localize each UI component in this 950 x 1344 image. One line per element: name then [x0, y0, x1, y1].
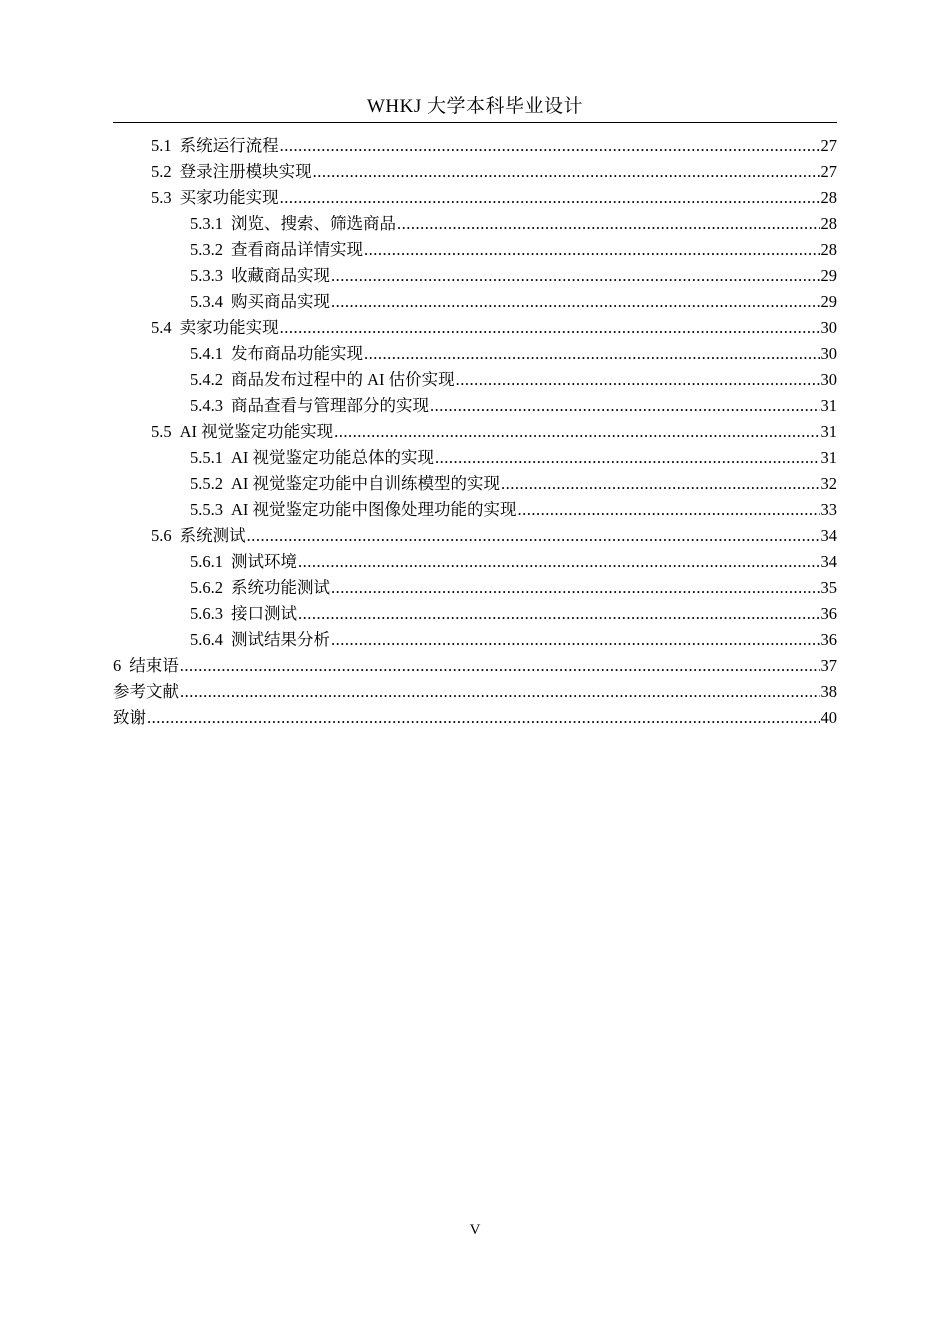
- toc-entry-number: 5.3: [151, 188, 172, 207]
- toc-entry[interactable]: [113, 705, 837, 731]
- toc-entry-number: 5.6.4: [190, 630, 223, 649]
- toc-dot-leader: [180, 679, 820, 705]
- toc-entry-title: 系统功能测试: [231, 578, 330, 597]
- toc-entry[interactable]: [113, 263, 837, 289]
- toc-entry-title: AI 视觉鉴定功能总体的实现: [231, 448, 435, 467]
- page-header: [113, 95, 837, 123]
- toc-dot-leader: [147, 705, 820, 731]
- toc-entry[interactable]: [113, 679, 837, 705]
- toc-entry-number: 5.6.2: [190, 578, 223, 597]
- toc-entry-title: AI 视觉鉴定功能中自训练模型的实现: [231, 474, 501, 493]
- toc-entry-page: 28: [820, 240, 837, 259]
- toc-entry-title: 登录注册模块实现: [179, 162, 312, 181]
- toc-dot-leader: [331, 627, 820, 653]
- toc-entry-number: 5.1: [151, 136, 172, 155]
- toc-entry-number: 5.4.3: [190, 396, 223, 415]
- toc-entry-number: 5.4: [151, 318, 172, 337]
- toc-entry[interactable]: [113, 237, 837, 263]
- toc-dot-leader: [364, 341, 820, 367]
- toc-entry-title: 浏览、搜索、筛选商品: [231, 214, 396, 233]
- toc-dot-leader: [334, 419, 819, 445]
- toc-entry[interactable]: [113, 601, 837, 627]
- table-of-contents: [113, 133, 837, 731]
- toc-entry[interactable]: [113, 497, 837, 523]
- toc-entry-title: 商品发布过程中的 AI 估价实现: [231, 370, 455, 389]
- toc-entry-title: 购买商品实现: [231, 292, 330, 311]
- toc-entry-page: 31: [820, 448, 837, 467]
- toc-entry-title: 查看商品详情实现: [231, 240, 363, 259]
- toc-dot-leader: [331, 263, 820, 289]
- toc-entry-title: 买家功能实现: [179, 188, 279, 207]
- toc-entry-title: 接口测试: [231, 604, 297, 623]
- toc-entry-page: 35: [820, 578, 837, 597]
- toc-entry[interactable]: [113, 315, 837, 341]
- toc-entry-page: 33: [820, 500, 837, 519]
- toc-dot-leader: [501, 471, 819, 497]
- toc-entry[interactable]: [113, 419, 837, 445]
- toc-entry[interactable]: [113, 393, 837, 419]
- header-title: WHKJ 大学本科毕业设计: [366, 96, 584, 117]
- toc-entry[interactable]: [113, 627, 837, 653]
- toc-entry-title: AI 视觉鉴定功能中图像处理功能的实现: [231, 500, 517, 519]
- toc-dot-leader: [180, 653, 820, 679]
- toc-entry-title: 商品查看与管理部分的实现: [231, 396, 429, 415]
- toc-entry-title: 系统运行流程: [179, 136, 279, 155]
- toc-entry-number: 5.5.2: [190, 474, 223, 493]
- toc-entry-number: 5.4.2: [190, 370, 223, 389]
- page-number: V: [469, 1222, 481, 1238]
- toc-entry-title: 结束语: [129, 656, 179, 675]
- toc-entry-title: 参考文献: [113, 682, 179, 701]
- toc-entry-number: 5.3.1: [190, 214, 223, 233]
- toc-entry-title: 致谢: [113, 708, 146, 727]
- toc-entry[interactable]: [113, 549, 837, 575]
- toc-entry-page: 34: [820, 552, 837, 571]
- toc-dot-leader: [313, 159, 820, 185]
- toc-entry-number: 5.5.3: [190, 500, 223, 519]
- toc-entry-page: 28: [820, 188, 837, 207]
- toc-entry[interactable]: [113, 575, 837, 601]
- toc-entry[interactable]: [113, 341, 837, 367]
- toc-entry-page: 27: [820, 162, 837, 181]
- toc-dot-leader: [247, 523, 820, 549]
- toc-entry-page: 29: [820, 266, 837, 285]
- toc-entry-title: 收藏商品实现: [231, 266, 330, 285]
- toc-dot-leader: [435, 445, 819, 471]
- toc-entry[interactable]: [113, 133, 837, 159]
- toc-entry-page: 36: [820, 630, 837, 649]
- toc-dot-leader: [364, 237, 820, 263]
- toc-dot-leader: [331, 575, 820, 601]
- toc-entry-page: 30: [820, 344, 837, 363]
- toc-entry-number: 5.5: [151, 422, 172, 441]
- toc-entry-number: 5.4.1: [190, 344, 223, 363]
- toc-entry[interactable]: [113, 523, 837, 549]
- toc-entry[interactable]: [113, 185, 837, 211]
- toc-entry-number: 5.3.2: [190, 240, 223, 259]
- toc-entry[interactable]: [113, 159, 837, 185]
- toc-entry-page: 34: [820, 526, 837, 545]
- toc-entry-page: 36: [820, 604, 837, 623]
- toc-entry-page: 31: [820, 396, 837, 415]
- toc-entry[interactable]: [113, 471, 837, 497]
- toc-dot-leader: [280, 185, 820, 211]
- toc-dot-leader: [397, 211, 820, 237]
- toc-dot-leader: [280, 133, 820, 159]
- toc-entry-title: 系统测试: [179, 526, 246, 545]
- toc-entry-number: 5.5.1: [190, 448, 223, 467]
- toc-entry-title: 发布商品功能实现: [231, 344, 363, 363]
- toc-entry-number: 5.3.3: [190, 266, 223, 285]
- toc-entry-title: 测试结果分析: [231, 630, 330, 649]
- toc-entry-number: 5.3.4: [190, 292, 223, 311]
- toc-entry-number: 5.6.3: [190, 604, 223, 623]
- toc-entry-page: 32: [820, 474, 837, 493]
- toc-entry-title: 测试环境: [231, 552, 297, 571]
- toc-entry-page: 31: [820, 422, 837, 441]
- toc-entry-title: 卖家功能实现: [179, 318, 279, 337]
- toc-dot-leader: [298, 601, 820, 627]
- toc-entry-page: 27: [820, 136, 837, 155]
- toc-entry[interactable]: [113, 367, 837, 393]
- toc-entry-number: 5.6.1: [190, 552, 223, 571]
- toc-entry-page: 40: [820, 708, 837, 727]
- toc-entry-number: 6: [113, 656, 122, 675]
- toc-entry-page: 29: [820, 292, 837, 311]
- toc-entry-title: AI 视觉鉴定功能实现: [179, 422, 334, 441]
- toc-dot-leader: [298, 549, 820, 575]
- toc-entry-page: 37: [820, 656, 837, 675]
- toc-entry[interactable]: [113, 445, 837, 471]
- toc-entry-page: 30: [820, 370, 837, 389]
- toc-dot-leader: [331, 289, 820, 315]
- toc-entry-number: 5.6: [151, 526, 172, 545]
- toc-entry-page: 38: [820, 682, 837, 701]
- toc-dot-leader: [280, 315, 820, 341]
- toc-entry-page: 30: [820, 318, 837, 337]
- toc-entry[interactable]: [113, 653, 837, 679]
- toc-entry[interactable]: [113, 289, 837, 315]
- toc-dot-leader: [430, 393, 820, 419]
- toc-entry-number: 5.2: [151, 162, 172, 181]
- toc-entry-page: 28: [820, 214, 837, 233]
- toc-dot-leader: [518, 497, 820, 523]
- toc-dot-leader: [456, 367, 820, 393]
- toc-entry[interactable]: [113, 211, 837, 237]
